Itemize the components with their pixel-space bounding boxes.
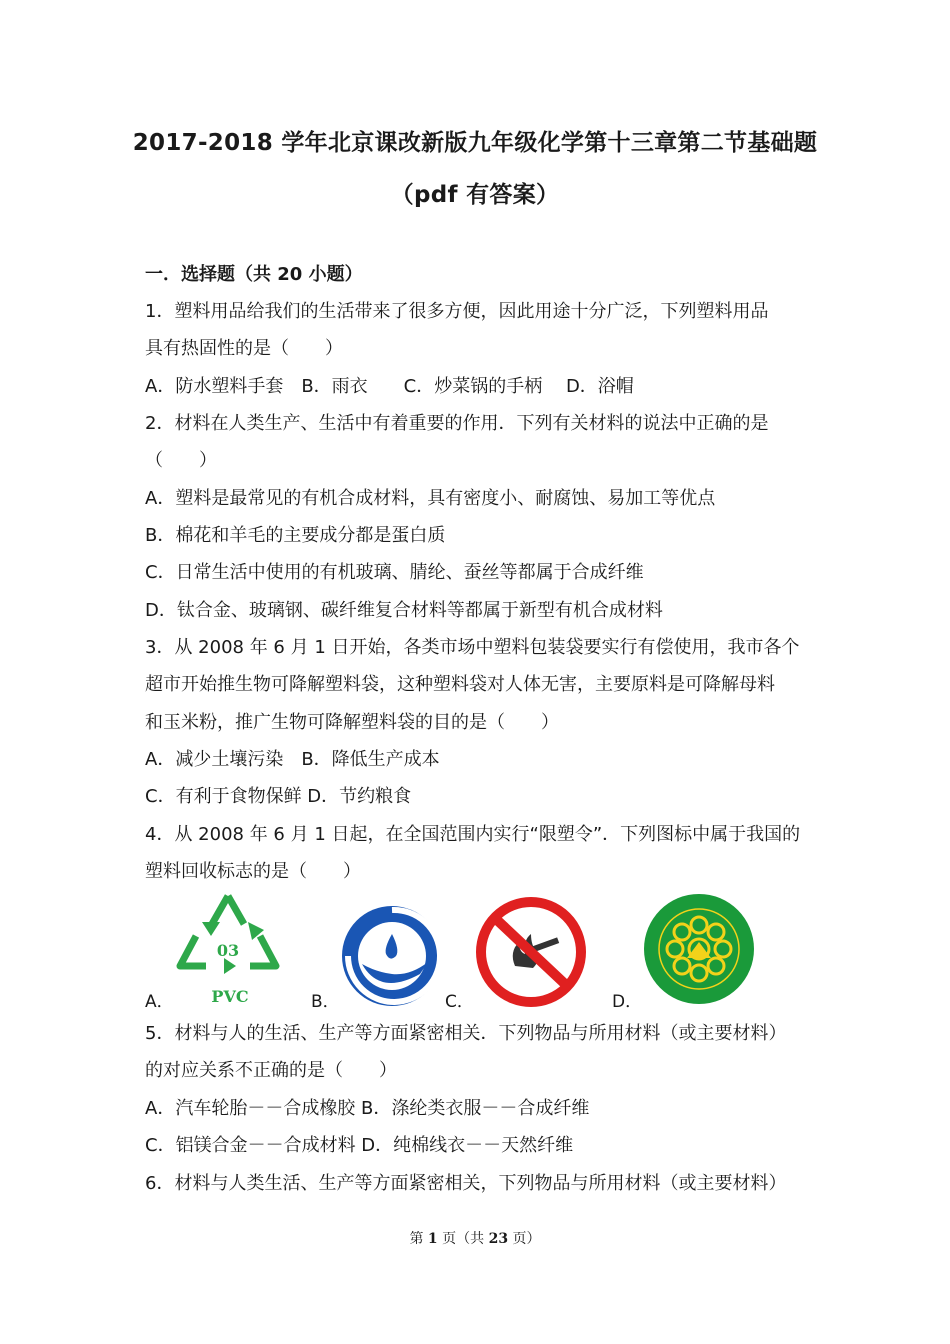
pvc-recycle-icon: [172, 888, 284, 1006]
text-line: 3．从 2008 年 6 月 1 日开始，各类市场中塑料包装袋要实行有偿使用，我市各个: [145, 637, 800, 658]
text-line: B．棉花和羊毛的主要成分都是蛋白质: [145, 525, 446, 546]
option-c-label: C．: [445, 992, 474, 1012]
text-line: D．钛合金、玻璃钢、碳纤维复合材料等都属于新型有机合成材料: [145, 600, 663, 621]
text-line: 和玉米粉，推广生物可降解塑料袋的目的是（ ）: [145, 712, 559, 733]
text-line: C．日常生活中使用的有机玻璃、腈纶、蚕丝等都属于合成纤维: [145, 562, 644, 583]
text-line: 的对应关系不正确的是（ ）: [145, 1060, 397, 1081]
text-line: 超市开始推生物可降解塑料袋，这种塑料袋对人体无害，主要原料是可降解母料: [145, 674, 775, 695]
no-burning-icon: [475, 896, 587, 1008]
recycle-text: PVC: [211, 987, 249, 1006]
document-title-line1: 2017-2018 学年北京课改新版九年级化学第十三章第二节基础题: [132, 130, 818, 156]
text-line: 5．材料与人的生活、生产等方面紧密相关．下列物品与所用材料（或主要材料）: [145, 1023, 787, 1044]
option-b-label: B．: [311, 992, 340, 1012]
text-line: A．汽车轮胎－－合成橡胶 B．涤纶类衣服－－合成纤维: [145, 1098, 590, 1119]
text-line: 1．塑料用品给我们的生活带来了很多方便，因此用途十分广泛，下列塑料用品: [145, 301, 769, 322]
text-line: A．防水塑料手套 B．雨衣 C．炒菜锅的手柄 D．浴帽: [145, 376, 634, 397]
text-line: （ ）: [145, 450, 217, 471]
total-pages: 23: [488, 1231, 509, 1247]
text-line: C．铝镁合金－－合成材料 D．纯棉线衣－－天然纤维: [145, 1135, 574, 1156]
option-d-label: D．: [612, 992, 643, 1012]
text-line: A．减少土壤污染 B．降低生产成本: [145, 749, 440, 770]
text-line: 2．材料在人类生产、生活中有着重要的作用．下列有关材料的说法中正确的是: [145, 413, 769, 434]
option-a-label: A．: [145, 992, 174, 1012]
water-saving-icon: [340, 904, 444, 1008]
environmental-label-icon: [642, 892, 756, 1006]
recycle-number: 03: [216, 941, 240, 960]
current-page: 1: [427, 1231, 438, 1247]
text-line: A．塑料是最常见的有机合成材料，具有密度小、耐腐蚀、易加工等优点: [145, 488, 716, 509]
text-line: 4．从 2008 年 6 月 1 日起，在全国范围内实行“限塑令”．下列图标中属于我国的: [145, 824, 801, 845]
document-title-line2: （pdf 有答案）: [390, 182, 560, 208]
section-heading: 一．选择题（共 20 小题）: [145, 264, 363, 285]
text-line: 6．材料与人类生活、生产等方面紧密相关，下列物品与所用材料（或主要材料）: [145, 1173, 787, 1194]
text-line: 塑料回收标志的是（ ）: [145, 861, 361, 882]
page-footer: 第 1 页（共 23 页）: [409, 1231, 541, 1247]
text-line: C．有利于食物保鲜 D．节约粮食: [145, 786, 412, 807]
text-line: 具有热固性的是（ ）: [145, 338, 343, 359]
